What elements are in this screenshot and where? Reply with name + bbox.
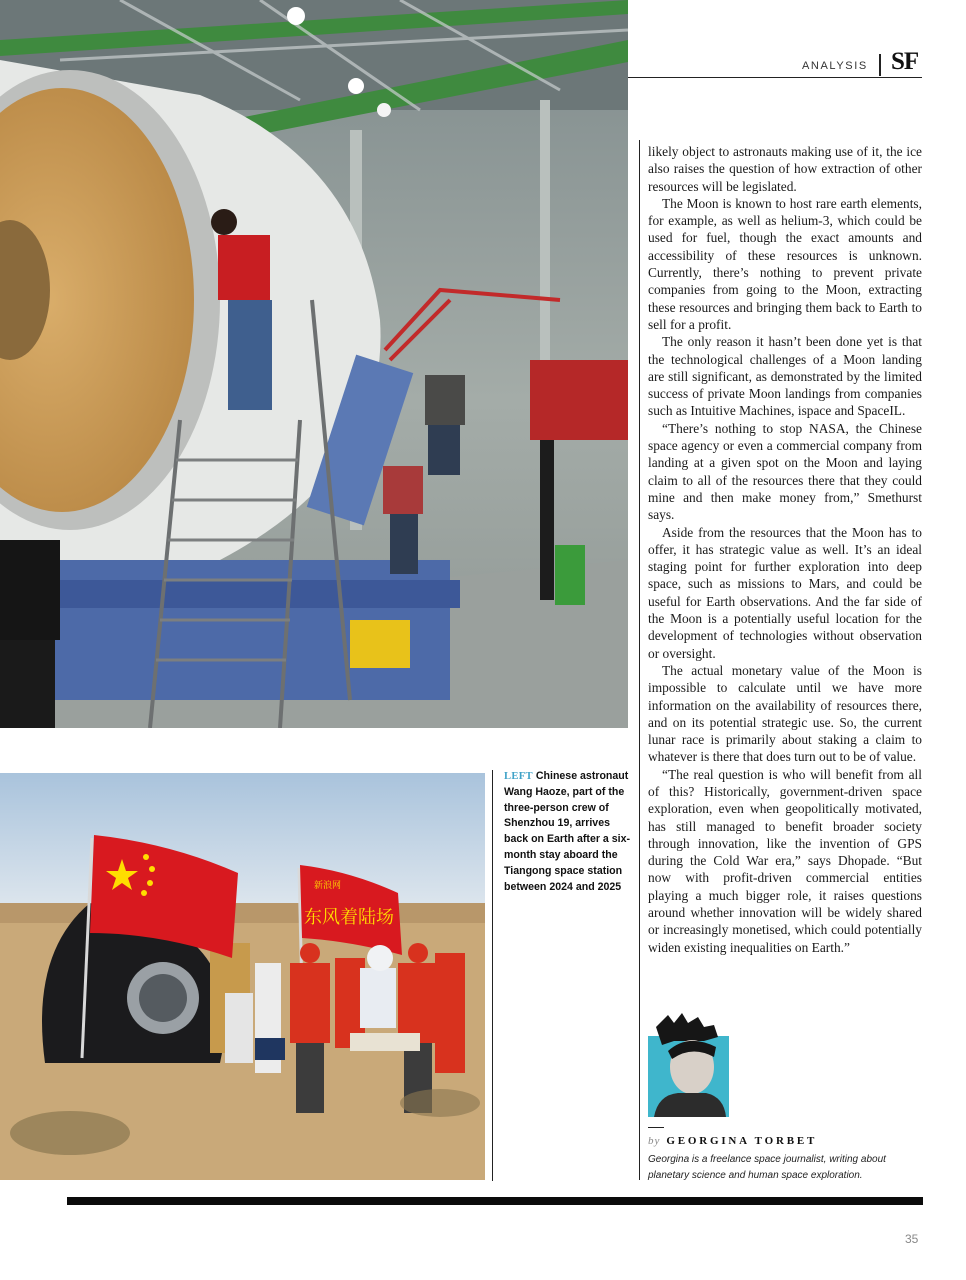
article-body [648,143,922,956]
astronaut-landing-photo [0,773,485,1180]
caption-text: Chinese astronaut Wang Haoze, part of the three-person crew of Shenzhou 19, arrives back on Earth after a six-month stay aboard the Tiangong space station between 2024 and 2025 [504,770,630,893]
article-paragraph: “There’s nothing to stop NASA, the Chinese space agency or even a commercial company from landing at a given spot on the Moon and laying claim to all of the resources there that they could mine and then make money from,” Smethurst says. [648,420,922,523]
caption-rule [492,770,493,1181]
flag-small-text: 新浪网 [314,881,342,891]
rocket-assembly-photo [0,0,628,728]
article-paragraph: The only reason it hasn’t been done yet is that the technological challenges of a Moon landing are still significant, as demonstrated by the limited success of private Moon landings from companies such as Intuitive Machines, ispace and SpaceIL. [648,334,922,419]
header-divider [879,54,881,76]
column-rule [639,140,640,1180]
article-paragraph: “The real question is who will benefit from all of this? Historically, government-driven space exploration, even when geopolitically motivated, has still managed to benefit broader society through innovation, like the invention of GPS during the Cold War era,” says Dhopade. “But now with profit-driven commercial entities playing a much bigger role, it raises questions around whether innovation will be widely shared or increasingly monetised, which could potentially widen existing inequalities on Earth.” [648,766,922,955]
author-byline [648,1135,817,1147]
header-rule [628,77,922,78]
author-name: GEORGINA TORBET [666,1135,818,1147]
article-paragraph: Aside from the resources that the Moon has to offer, it has strategic value as well. It’s an ideal staging point for further exploration into deep space, such as missions to Mars, and could be useful for Earth observations. And the far side of the Moon is a potentially useful location for the development of technologies without observation or oversight. [648,524,922,661]
article-paragraph: likely object to astronauts making use of it, the ice also raises the question of how extraction of other resources will be legislated. [648,144,922,194]
author-bio: Georgina is a freelance space journalist, writing about planetary science and human space exploration. [648,1154,886,1181]
caption-tag: LEFT [504,771,533,782]
flag-banner-text: 东风着陆场 [304,907,394,928]
photo-caption [504,769,634,895]
page-number: 35 [905,1232,919,1246]
article-paragraph: The actual monetary value of the Moon is impossible to calculate until we have more information on the availability of resources there, and on its potential strategic use. So, the current lunar race is primarily about staking a claim to whatever is there that does turn out to be of value. [648,662,922,765]
section-label: ANALYSIS [802,60,868,72]
article-paragraph: The Moon is known to host rare earth elements, for example, as well as helium-3, which could be used for fuel, though the exact amounts and accessibility of these resources is unknown. Currently, there’s nothing to prevent private companies from going to the Moon, extracting these resources and bringing them back to Earth to sell for a profit. [648,195,922,332]
author-rule [648,1127,664,1128]
byline-prefix: by [648,1135,661,1147]
magazine-logo: SF [891,48,919,75]
footer-bar [67,1197,923,1205]
author-photo [648,1011,729,1117]
